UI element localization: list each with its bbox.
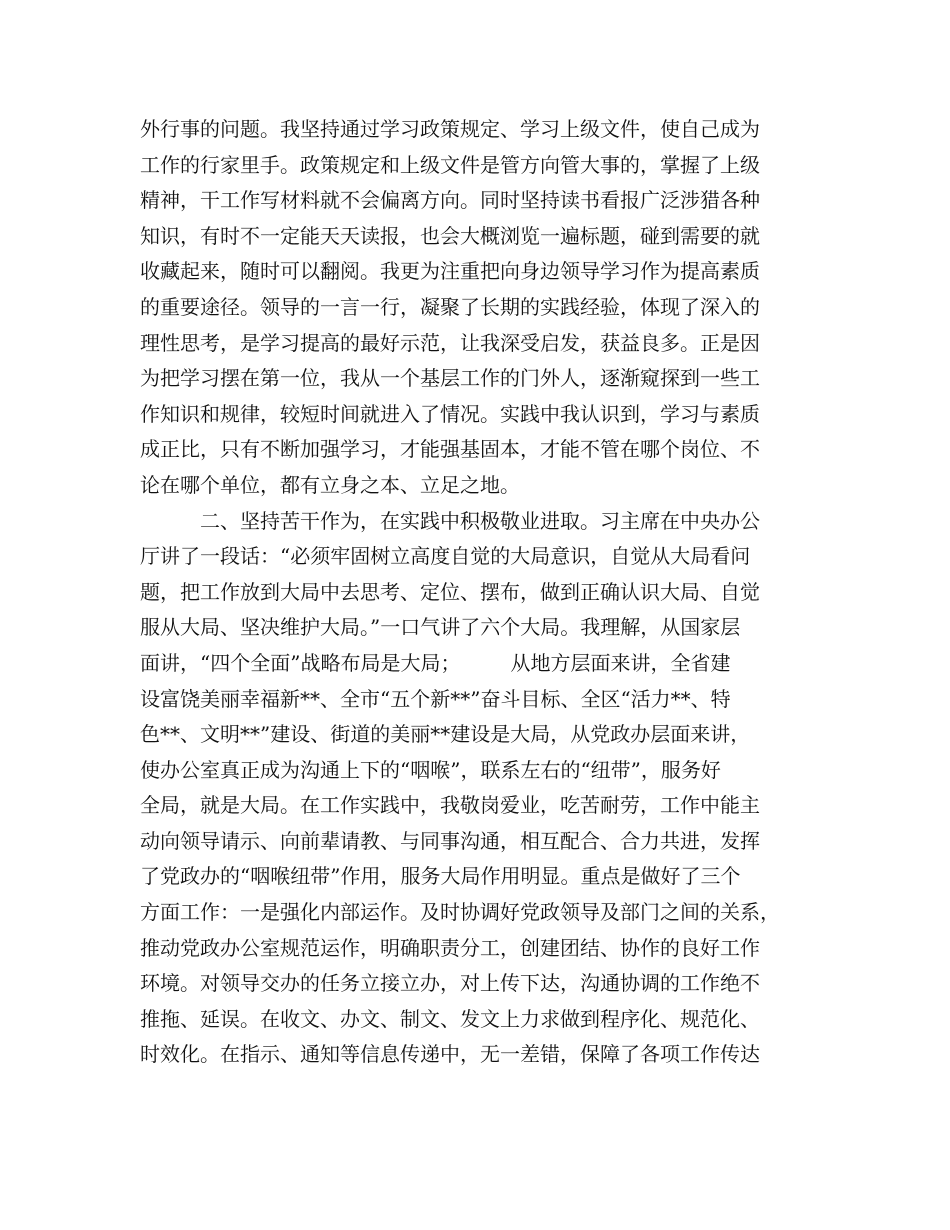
text-line: 时效化。在指示、通知等信息传递中，无一差错，保障了各项工作传达 xyxy=(140,1042,760,1067)
text-line: 面讲，“四个全面”战略布局是大局； 从地方层面来讲，全省建 xyxy=(140,650,731,675)
text-line: 设富饶美丽幸福新**、全市“五个新**”奋斗目标、全区“活力**、特 xyxy=(140,686,731,711)
text-line: 动向领导请示、向前辈请教、与同事沟通，相互配合、合力共进，发挥 xyxy=(140,828,760,853)
text-line: 为把学习摆在第一位，我从一个基层工作的门外人，逐渐窥探到一些工 xyxy=(140,366,760,391)
text-line: 环境。对领导交办的任务立接立办，对上传下达，沟通协调的工作绝不 xyxy=(140,971,760,996)
text-line: 成正比，只有不断加强学习，才能强基固本，才能不管在哪个岗位、不 xyxy=(140,437,760,462)
text-line: 色**、文明**”建设、街道的美丽**建设是大局，从党政办层面来讲， xyxy=(140,722,751,747)
text-line: 收藏起来，随时可以翻阅。我更为注重把向身边领导学习作为提高素质 xyxy=(140,259,760,284)
text-line: 理性思考，是学习提高的最好示范，让我深受启发，获益良多。正是因 xyxy=(140,330,760,355)
text-line: 作知识和规律，较短时间就进入了情况。实践中我认识到，学习与素质 xyxy=(140,401,760,426)
text-line: 全局，就是大局。在工作实践中，我敬岗爱业，吃苦耐劳，工作中能主 xyxy=(140,793,760,818)
text-line: 知识，有时不一定能天天读报，也会大概浏览一遍标题，碰到需要的就 xyxy=(140,223,760,248)
text-line: 外行事的问题。我坚持通过学习政策规定、学习上级文件，使自己成为 xyxy=(140,117,760,141)
text-line: 推动党政办公室规范运作，明确职责分工，创建团结、协作的良好工作 xyxy=(140,935,760,960)
text-line: 推拖、延误。在收文、办文、制文、发文上力求做到程序化、规范化、 xyxy=(140,1006,760,1031)
paragraph-start-line: 二、坚持苦干作为，在实践中积极敬业进取。习主席在中央办公 xyxy=(140,508,760,533)
body-text xyxy=(140,112,830,1073)
text-line: 的重要途径。领导的一言一行，凝聚了长期的实践经验，体现了深入的 xyxy=(140,294,760,319)
text-line: 工作的行家里手。政策规定和上级文件是管方向管大事的，掌握了上级 xyxy=(140,152,760,177)
text-line: 方面工作：一是强化内部运作。及时协调好党政领导及部门之间的关系， xyxy=(140,900,780,925)
text-line: 论在哪个单位，都有立身之本、立足之地。 xyxy=(140,472,520,497)
text-line: 厅讲了一段话：“必须牢固树立高度自觉的大局意识，自觉从大局看问 xyxy=(140,544,751,569)
text-line: 精神，干工作写材料就不会偏离方向。同时坚持读书看报广泛涉猎各种 xyxy=(140,188,760,213)
text-line: 使办公室真正成为沟通上下的“咽喉”，联系左右的“纽带”，服务好 xyxy=(140,757,721,782)
text-line: 题，把工作放到大局中去思考、定位、摆布，做到正确认识大局、自觉 xyxy=(140,579,760,604)
text-line: 了党政办的“咽喉纽带”作用，服务大局作用明显。重点是做好了三个 xyxy=(140,864,741,889)
text-line: 服从大局、坚决维护大局。”一口气讲了六个大局。我理解，从国家层 xyxy=(140,615,741,640)
